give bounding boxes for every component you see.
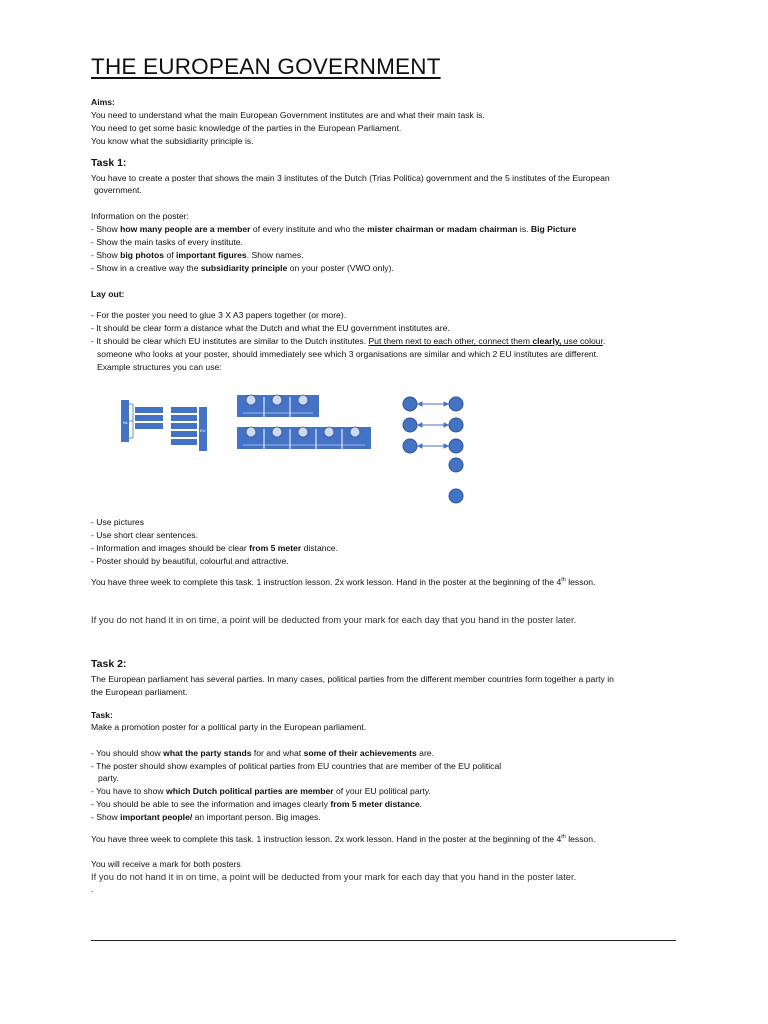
task2-bullet-2a: - The poster should show examples of political parties from EU countries that are member of the EU political bbox=[91, 761, 502, 771]
info-heading: Information on the poster: bbox=[91, 211, 189, 221]
layout-line-4: someone who looks at your poster, should immediately see which 3 organisations are similar and which 2 EU institutes are different. bbox=[97, 349, 599, 359]
aims-line-3: You know what the subsidiarity principle is. bbox=[91, 136, 254, 146]
text: . Show names. bbox=[246, 250, 304, 260]
aims-line-2: You need to get some basic knowledge of the parties in the European Parliament. bbox=[91, 123, 402, 133]
task2-bullet-4 bbox=[91, 798, 422, 810]
layout-line-5: Example structures you can use: bbox=[97, 362, 222, 372]
task2-intro-2: the European parliament. bbox=[91, 687, 188, 697]
text: - You should be able to see the information and images clearly bbox=[91, 799, 331, 809]
text: You have three week to complete this task. 1 instruction lesson. 2x work lesson. Hand in the poster at the beginning of the 4 bbox=[91, 834, 562, 844]
superscript: th bbox=[561, 834, 566, 841]
text: - You should show bbox=[91, 748, 164, 758]
text: . bbox=[602, 336, 606, 346]
task2-mark: You will receive a mark for both posters bbox=[91, 859, 241, 869]
task2-bullet-3 bbox=[91, 785, 431, 797]
text: - Show bbox=[91, 812, 121, 822]
text: - Show in a creative way the bbox=[91, 263, 201, 273]
task2-timing bbox=[91, 833, 595, 845]
text: - Show bbox=[91, 250, 121, 260]
text: of your EU political party. bbox=[333, 786, 431, 796]
trailing-dot: . bbox=[91, 884, 94, 894]
bold-text: important people/ bbox=[120, 812, 193, 822]
task1-penalty: If you do not hand it in on time, a point will be deducted from your mark for each day that you hand in the poster later. bbox=[91, 614, 577, 625]
task1-intro-2: government. bbox=[94, 185, 142, 195]
bold-text: from 5 meter bbox=[249, 543, 302, 553]
text: - It should be clear which EU institutes are similar to the Dutch institutes. bbox=[91, 336, 369, 346]
task2-task-text: Make a promotion poster for a political party in the European parliament. bbox=[91, 722, 367, 732]
task1-intro-1: You have to create a poster that shows the main 3 institutes of the Dutch (Trias Politica) government and the 5 institutes of the European bbox=[91, 173, 610, 183]
structure-diagram-1 bbox=[119, 392, 214, 454]
structure-diagram-2 bbox=[237, 393, 372, 453]
nl-label: NL bbox=[123, 420, 129, 425]
bold-text: from 5 meter distance bbox=[330, 799, 420, 809]
eu-label: EU bbox=[200, 428, 206, 433]
layout-line-1: - For the poster you need to glue 3 X A3 papers together (or more). bbox=[91, 310, 347, 320]
superscript: th bbox=[561, 577, 566, 584]
info-bullet-4 bbox=[91, 262, 394, 274]
text: distance. bbox=[301, 543, 338, 553]
bold-text: how many people are a member bbox=[120, 224, 251, 234]
footer-divider bbox=[91, 940, 676, 941]
aims-heading: Aims: bbox=[91, 97, 115, 107]
structure-diagram-3 bbox=[402, 395, 464, 507]
bold-text: which Dutch political parties are member bbox=[166, 786, 334, 796]
underlined-bold-text: clearly, bbox=[532, 336, 562, 346]
text: . bbox=[419, 799, 423, 809]
task2-task-label: Task: bbox=[91, 710, 113, 720]
poster-tip-2: - Use short clear sentences. bbox=[91, 530, 198, 540]
info-bullet-1 bbox=[91, 223, 576, 235]
bold-text: mister chairman or madam chairman bbox=[367, 224, 518, 234]
text: are. bbox=[416, 748, 434, 758]
task2-intro-1: The European parliament has several parties. In many cases, political parties from the different member countries form together a party in bbox=[91, 674, 614, 684]
layout-line-3 bbox=[91, 335, 605, 347]
text: for and what bbox=[251, 748, 304, 758]
text: lesson. bbox=[565, 834, 596, 844]
task2-bullet-5 bbox=[91, 811, 321, 823]
bold-text: what the party stands bbox=[163, 748, 252, 758]
task1-heading: Task 1: bbox=[91, 157, 127, 169]
text: You have three week to complete this task. 1 instruction lesson. 2x work lesson. Hand in the poster at the beginning of the 4 bbox=[91, 577, 562, 587]
page-title: THE EUROPEAN GOVERNMENT bbox=[91, 54, 441, 79]
text: - Show bbox=[91, 224, 121, 234]
layout-line-2: - It should be clear form a distance what the Dutch and what the EU government institutes are. bbox=[91, 323, 450, 333]
poster-tip-1: - Use pictures bbox=[91, 517, 145, 527]
task2-bullet-2b: party. bbox=[98, 773, 119, 783]
poster-tip-4: - Poster should by beautiful, colourful and attractive. bbox=[91, 556, 289, 566]
underlined-text: use colour bbox=[561, 336, 603, 346]
info-bullet-3 bbox=[91, 249, 304, 261]
bold-text: Big Picture bbox=[530, 224, 577, 234]
task2-penalty: If you do not hand it in on time, a point will be deducted from your mark for each day that you hand in the poster later. bbox=[91, 871, 577, 882]
text: lesson. bbox=[565, 577, 596, 587]
bold-text: some of their achievements bbox=[303, 748, 417, 758]
task1-timing bbox=[91, 576, 595, 588]
layout-heading: Lay out: bbox=[91, 289, 125, 299]
task2-bullet-1 bbox=[91, 747, 434, 759]
text: - You have to show bbox=[91, 786, 167, 796]
poster-tip-3 bbox=[91, 542, 338, 554]
bold-text: important figures bbox=[176, 250, 247, 260]
text: - Information and images should be clear bbox=[91, 543, 250, 553]
aims-line-1: You need to understand what the main European Government institutes are and what their main task is. bbox=[91, 110, 485, 120]
text: on your poster (VWO only). bbox=[287, 263, 394, 273]
text: is. bbox=[517, 224, 531, 234]
underlined-text: Put them next to each other, connect them bbox=[368, 336, 533, 346]
text: an important person. Big images. bbox=[192, 812, 321, 822]
text: of bbox=[164, 250, 177, 260]
bold-text: big photos bbox=[120, 250, 165, 260]
info-bullet-2: - Show the main tasks of every institute. bbox=[91, 237, 243, 247]
text: of every institute and who the bbox=[250, 224, 368, 234]
task2-heading: Task 2: bbox=[91, 658, 127, 670]
bold-text: subsidiarity principle bbox=[200, 263, 288, 273]
